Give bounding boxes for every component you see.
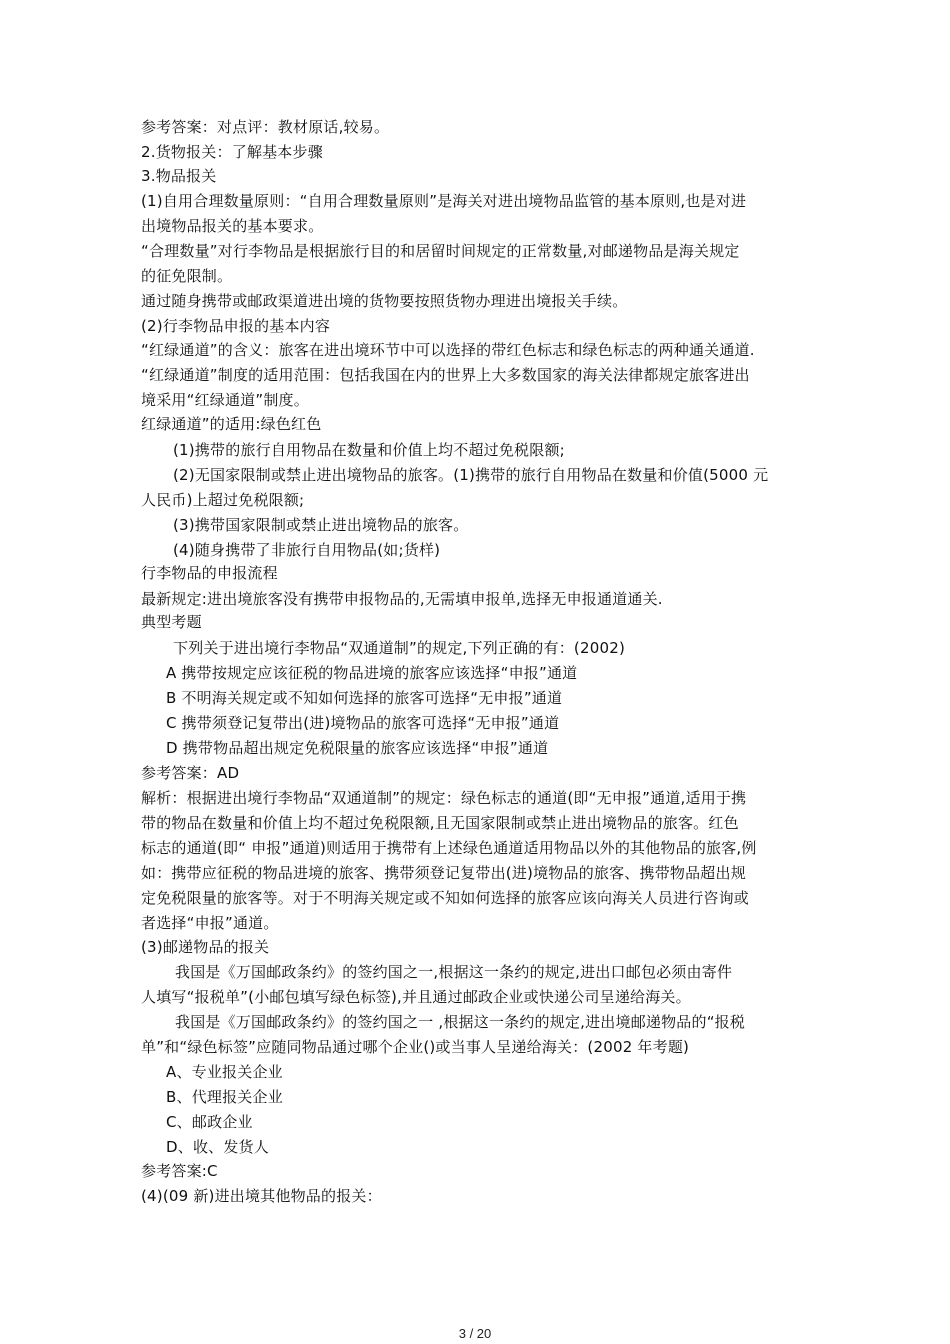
text-line: 通过随身携带或邮政渠道进出境的货物要按照货物办理进出境报关手续。 — [141, 292, 628, 310]
question-text: 我国是《万国邮政条约》的签约国之一 ,根据这一条约的规定,进出境邮递物品的“报税 — [175, 1013, 746, 1031]
text-line: 人填写“报税单”(小邮包填写绿色标签),并且通过邮政企业或快递公司呈递给海关。 — [141, 988, 691, 1006]
text-line: 人民币)上超过免税限额; — [141, 491, 305, 509]
option-b: B 不明海关规定或不知如何选择的旅客可选择“无申报”通道 — [166, 689, 563, 707]
text-line: (2)无国家限制或禁止进出境物品的旅客。(1)携带的旅行自用物品在数量和价值(5000 元 — [173, 466, 769, 484]
option-a: A 携带按规定应该征税的物品进境的旅客应该选择“申报”通道 — [166, 664, 578, 682]
text-line: 者选择“申报”通道。 — [141, 914, 279, 932]
option-c: C、邮政企业 — [166, 1113, 253, 1131]
text-line: 2.货物报关：了解基本步骤 — [141, 143, 323, 161]
answer-line: 参考答案:C — [141, 1162, 218, 1180]
text-line: “红绿通道”制度的适用范围：包括我国在内的世界上大多数国家的海关法律都规定旅客进出 — [141, 366, 750, 384]
text-line: “红绿通道”的含义：旅客在进出境环节中可以选择的带红色标志和绿色标志的两种通关通道. — [141, 341, 755, 359]
page-number: 3 / 20 — [458, 1326, 492, 1341]
text-line: 红绿通道”的适用:绿色红色 — [141, 415, 322, 433]
answer-line: 参考答案：AD — [141, 764, 240, 782]
question-text: 单”和“绿色标签”应随同物品通过哪个企业()或当事人呈递给海关：(2002 年考题) — [141, 1038, 690, 1056]
text-line: 出境物品报关的基本要求。 — [141, 217, 324, 235]
section-heading: (3)邮递物品的报关 — [141, 938, 270, 956]
text-line: 带的物品在数量和价值上均不超过免税限额,且无国家限制或禁止进出境物品的旅客。红色 — [141, 814, 739, 832]
text-line: 最新规定:进出境旅客没有携带申报物品的,无需填申报单,选择无申报通道通关. — [141, 590, 663, 608]
text-line: 参考答案：对点评：教材原话,较易。 — [141, 118, 390, 136]
text-line: (4)随身携带了非旅行自用物品(如;货样) — [173, 541, 441, 559]
text-line: (1)携带的旅行自用物品在数量和价值上均不超过免税限额; — [173, 441, 565, 459]
text-line: “合理数量”对行李物品是根据旅行目的和居留时间规定的正常数量,对邮递物品是海关规定 — [141, 242, 740, 260]
text-line: 我国是《万国邮政条约》的签约国之一,根据这一条约的规定,进出口邮包必须由寄件 — [175, 963, 733, 981]
question-text: 下列关于进出境行李物品“双通道制”的规定,下列正确的有：(2002) — [173, 639, 625, 657]
section-heading: 3.物品报关 — [141, 167, 217, 185]
section-heading: (4)(09 新)进出境其他物品的报关： — [141, 1187, 382, 1205]
text-line: 境采用“红绿通道”制度。 — [141, 391, 309, 409]
option-d: D、收、发货人 — [166, 1138, 269, 1156]
option-c: C 携带须登记复带出(进)境物品的旅客可选择“无申报”通道 — [166, 714, 560, 732]
text-line: 行李物品的申报流程 — [141, 564, 278, 582]
option-b: B、代理报关企业 — [166, 1088, 283, 1106]
text-line: (3)携带国家限制或禁止进出境物品的旅客。 — [173, 516, 469, 534]
section-heading: (2)行李物品申报的基本内容 — [141, 317, 331, 335]
text-line: (1)自用合理数量原则：“自用合理数量原则”是海关对进出境物品监管的基本原则,也是对进 — [141, 192, 747, 210]
text-line: 标志的通道(即“ 申报”通道)则适用于携带有上述绿色通道适用物品以外的其他物品的旅客,例 — [141, 839, 757, 857]
text-line: 解析：根据进出境行李物品“双通道制”的规定：绿色标志的通道(即“无申报”通道,适用于携 — [141, 789, 747, 807]
section-heading: 典型考题 — [141, 613, 202, 631]
text-line: 的征免限制。 — [141, 267, 233, 285]
text-line: 如：携带应征税的物品进境的旅客、携带须登记复带出(进)境物品的旅客、携带物品超出规 — [141, 864, 746, 882]
text-line: 定免税限量的旅客等。对于不明海关规定或不知如何选择的旅客应该向海关人员进行咨询或 — [141, 889, 750, 907]
option-a: A、专业报关企业 — [166, 1063, 283, 1081]
option-d: D 携带物品超出规定免税限量的旅客应该选择“申报”通道 — [166, 739, 549, 757]
